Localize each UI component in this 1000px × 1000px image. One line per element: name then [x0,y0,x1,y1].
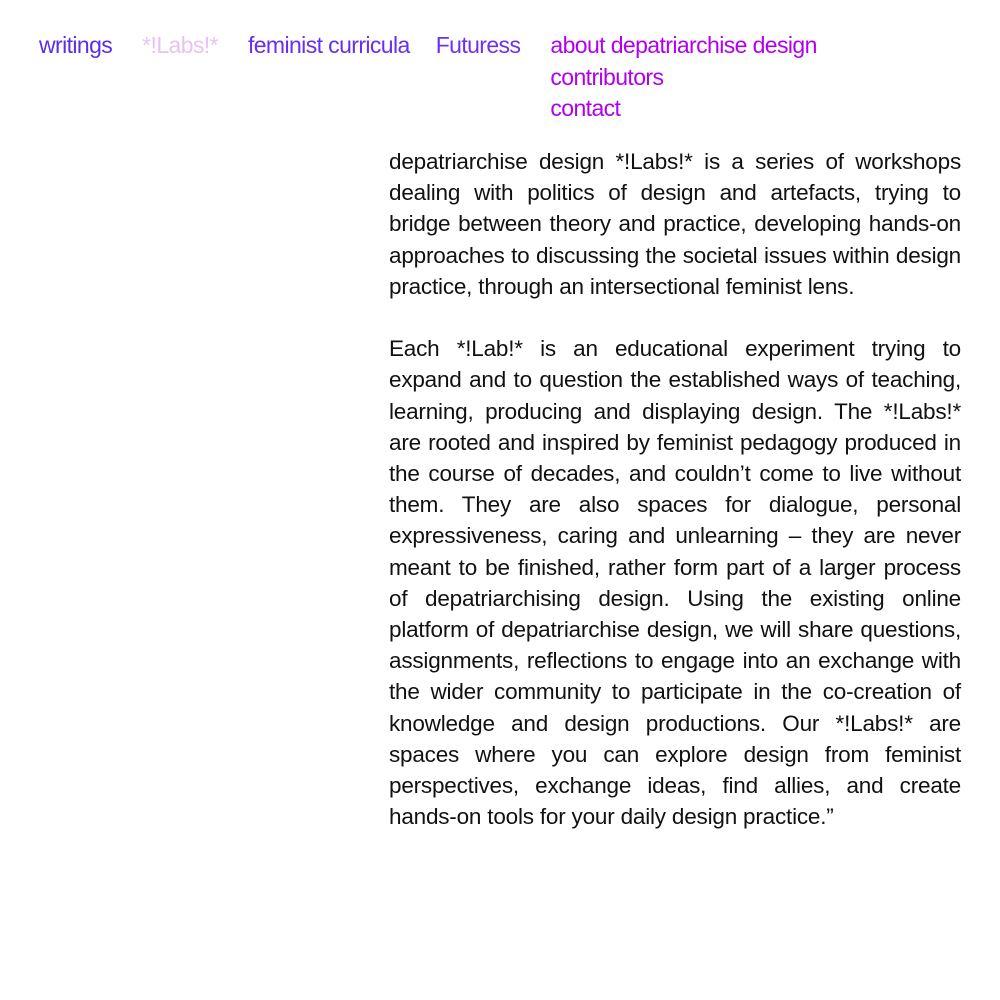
body-paragraph: Each *!Lab!* is an educational experiment trying to expand and to question the established ways of teaching, learning, producing and displaying design. The *!Labs!* are rooted and inspired by feminist pedagogy produced in the course of decades, and couldn’t come to live without them. They are also spaces for dialogue, personal expressiveness, caring and unlearning – they are never meant to be finished, rather form part of a larger process of depatriarchising design. Using the existing online platform of depatriarchise design, we will share questions, assignments, reflections to engage into an exchange with the wider community to participate in the co-creation of knowledge and design productions. Our *!Labs!* are spaces where you can explore design from feminist perspectives, exchange ideas, find allies, and create hands-on tools for your daily design practice.” [389,336,961,830]
main-nav [39,30,980,125]
nav-labs[interactable]: *!Labs!* [142,32,218,58]
intro-paragraph: depatriarchise design *!Labs!* is a series of workshops dealing with politics of design and artefacts, trying to bridge between theory and practice, developing hands-on approaches to discussing the societal issues within design practice, through an intersectional feminist lens. [389,149,961,299]
nav-contributors[interactable]: contributors [550,63,664,90]
about-menu [550,30,816,125]
nav-futuress[interactable]: Futuress [435,32,521,58]
labs-description [389,146,961,864]
nav-about[interactable]: about depatriarchise design [550,32,817,58]
nav-contact[interactable]: contact [550,95,621,121]
nav-writings[interactable]: writings [39,32,113,58]
nav-feminist-curricula[interactable]: feminist curricula [247,32,410,58]
